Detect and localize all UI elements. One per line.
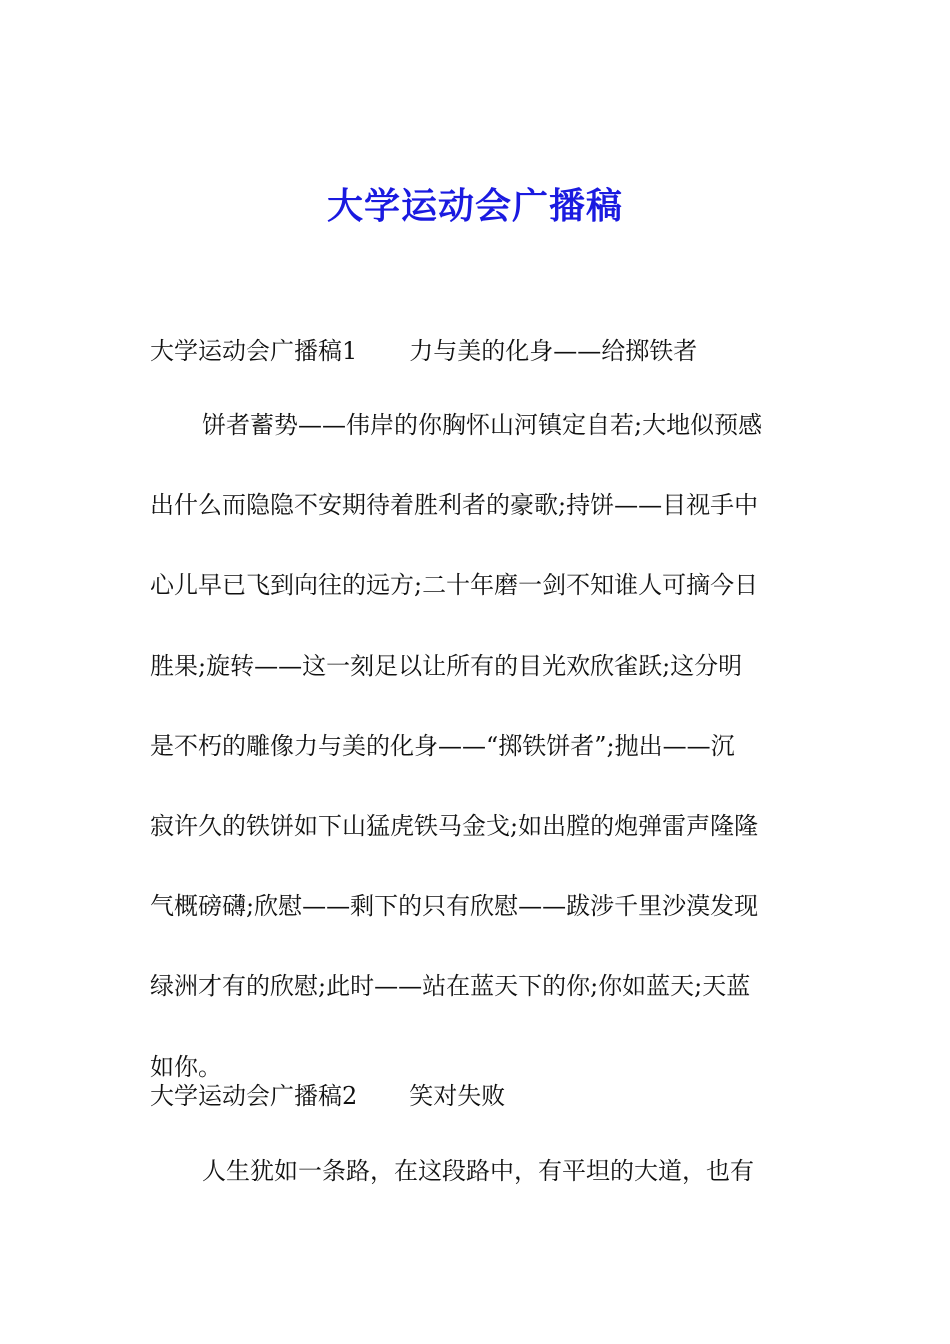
section-subtitle: 笑对失败	[409, 1082, 506, 1110]
body-line: 是不朽的雕像力与美的化身——“掷铁饼者”;抛出——沉	[150, 731, 735, 760]
body-line: 绿洲才有的欣慰;此时——站在蓝天下的你;你如蓝天;天蓝	[150, 972, 751, 1001]
section-heading-1	[150, 336, 697, 366]
section-body-2	[150, 1131, 810, 1211]
body-line: 人生犹如一条路，在这段路中，有平坦的大道，也有	[202, 1157, 754, 1185]
section-heading-label: 大学运动会广播稿2	[150, 1082, 358, 1110]
body-line: 心儿早已飞到向往的远方;二十年磨一剑不知谁人可摘今日	[150, 571, 759, 600]
section-subtitle: 力与美的化身——给掷铁者	[409, 337, 698, 365]
body-line: 饼者蓄势——伟岸的你胸怀山河镇定自若;大地似预感	[202, 411, 763, 439]
section-heading-2	[150, 1081, 505, 1111]
section-heading-label: 大学运动会广播稿1	[150, 337, 358, 365]
document-title: 大学运动会广播稿	[326, 185, 623, 227]
section-body-1	[150, 385, 810, 1107]
body-line: 如你。	[150, 1052, 222, 1081]
body-line: 出什么而隐隐不安期待着胜利者的豪歌;持饼——目视手中	[150, 491, 759, 520]
body-line: 寂许久的铁饼如下山猛虎铁马金戈;如出膛的炮弹雷声隆隆	[150, 811, 759, 840]
body-line: 胜果;旋转——这一刻足以让所有的目光欢欣雀跃;这分明	[150, 651, 743, 680]
body-line: 气概磅礴;欣慰——剩下的只有欣慰——跋涉千里沙漠发现	[150, 892, 759, 921]
